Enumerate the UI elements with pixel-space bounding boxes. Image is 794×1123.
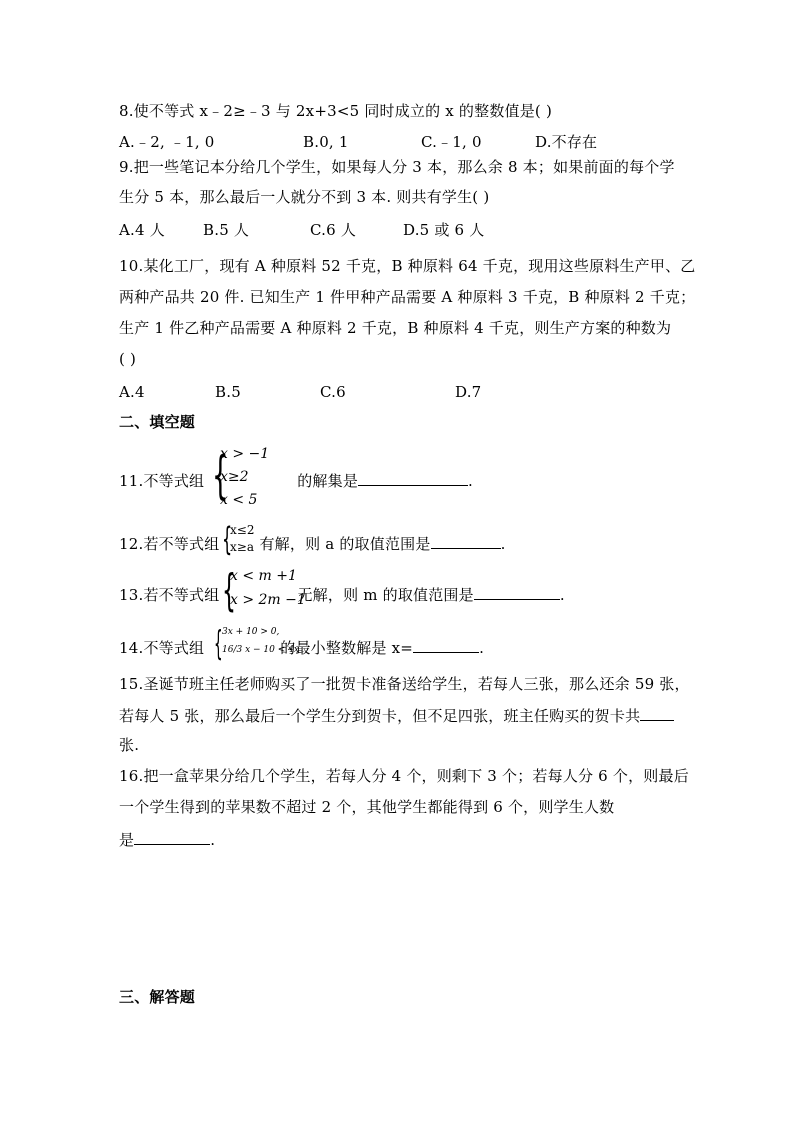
q13-row-2: x > 2m −1: [230, 592, 306, 608]
q14-prefix: 14.不等式组: [119, 639, 205, 657]
q14-end: .: [479, 639, 485, 657]
q12-brace: {: [222, 520, 233, 558]
q8-option-d: D.不存在: [535, 133, 598, 151]
q14-answer-blank[interactable]: [413, 637, 479, 653]
q15-line-2-text: 若每人 5 张，那么最后一个学生分到贺卡，但不足四张，班主任购买的贺卡共: [119, 707, 641, 725]
q13-suffix: 无解，则 m 的取值范围是: [297, 586, 474, 604]
q13-answer-blank[interactable]: [474, 584, 560, 600]
q13-brace: {: [222, 565, 236, 616]
q16-line-3-text: 是: [119, 831, 135, 849]
q14-brace: {: [214, 624, 223, 664]
q9-line-1: 9.把一些笔记本分给几个学生，如果每人分 3 本，那么余 8 本；如果前面的每个学: [119, 158, 675, 176]
q8-option-c: C.﹣1, 0: [421, 133, 482, 151]
q11-text: [119, 470, 473, 491]
q12-row-2: x≥a: [230, 540, 254, 554]
q8-options: [119, 132, 679, 152]
q8-stem: 8.使不等式 x﹣2≥﹣3 与 2x+3<5 同时成立的 x 的整数值是( ): [119, 102, 552, 120]
q11-prefix: 11.不等式组: [119, 472, 205, 490]
q11-inequality-system: [212, 444, 292, 514]
section-heading-fill-in: 二、填空题: [119, 413, 196, 431]
q16-line-3: [119, 829, 215, 850]
q11-row-3: x < 5: [220, 492, 258, 508]
q12-row-1: x≤2: [230, 523, 255, 537]
q12-prefix: 12.若不等式组: [119, 535, 220, 553]
q15-answer-blank[interactable]: [640, 705, 674, 721]
q14-row-1: 3x + 10 > 0,: [222, 627, 280, 637]
q13-prefix: 13.若不等式组: [119, 586, 220, 604]
q11-suffix: 的解集是: [292, 472, 359, 490]
q12-text: [119, 533, 506, 554]
q9-option-b: B.5 人: [203, 221, 250, 239]
q13-inequality-system: [222, 565, 306, 617]
q10-line-2: 两种产品共 20 件. 已知生产 1 件甲种产品需要 A 种原料 3 千克，B 种原料 2 千克；: [119, 288, 696, 306]
q13-text: [119, 584, 565, 605]
q16-line-1: 16.把一盒苹果分给几个学生，若每人分 4 个，则剩下 3 个；若每人分 6 个，则最后: [119, 767, 689, 785]
q8-option-a: A.﹣2, ﹣1, 0: [119, 133, 215, 151]
q9-option-a: A.4 人: [119, 221, 165, 239]
q14-row-2: 16/3 x − 10 < 4x: [222, 645, 299, 655]
q13-end: .: [559, 586, 565, 604]
q14-text: [119, 637, 484, 658]
q15-line-1: 15.圣诞节班主任老师购买了一批贺卡准备送给学生，若每人三张，那么还余 59 张，: [119, 675, 690, 693]
q9-line-2: 生分 5 本，那么最后一人就分不到 3 本. 则共有学生( ): [119, 188, 490, 206]
q15-line-2: [119, 705, 674, 726]
q13-row-1: x < m +1: [230, 568, 297, 584]
q16-end: .: [210, 831, 216, 849]
q10-option-c: C.6: [320, 383, 346, 401]
q10-line-3: 生产 1 件乙种产品需要 A 种原料 2 千克，B 种原料 4 千克，则生产方案的种数为: [119, 319, 672, 337]
q9-options: [119, 220, 679, 240]
q9-option-d: D.5 或 6 人: [403, 221, 485, 239]
q15-line-3: 张.: [119, 736, 140, 754]
q10-option-a: A.4: [119, 383, 145, 401]
q14-suffix: 的最小整数解是 x=: [280, 639, 414, 657]
q11-answer-blank[interactable]: [358, 470, 468, 486]
q10-line-1: 10.某化工厂，现有 A 种原料 52 千克，B 种原料 64 千克，现用这些原料生产甲、乙: [119, 257, 696, 275]
q10-option-b: B.5: [215, 383, 241, 401]
q14-inequality-system: [214, 624, 299, 664]
q12-inequality-system: [222, 522, 266, 558]
q10-options: [119, 382, 679, 402]
q16-answer-blank[interactable]: [134, 829, 210, 845]
q10-option-d: D.7: [455, 383, 482, 401]
q11-row-1: x > −1: [220, 446, 270, 462]
q12-answer-blank[interactable]: [431, 533, 501, 549]
section-heading-solve: 三、解答题: [119, 988, 196, 1006]
q11-row-2: x≥2: [220, 469, 249, 485]
q10-line-4: ( ): [119, 350, 137, 368]
q11-end: .: [468, 472, 474, 490]
q9-option-c: C.6 人: [310, 221, 357, 239]
q12-suffix: 有解，则 a 的取值范围是: [259, 535, 431, 553]
q11-brace: {: [212, 446, 229, 506]
q8-option-b: B.0, 1: [303, 133, 349, 151]
q12-end: .: [500, 535, 506, 553]
q16-line-2: 一个学生得到的苹果数不超过 2 个，其他学生都能得到 6 个，则学生人数: [119, 798, 615, 816]
